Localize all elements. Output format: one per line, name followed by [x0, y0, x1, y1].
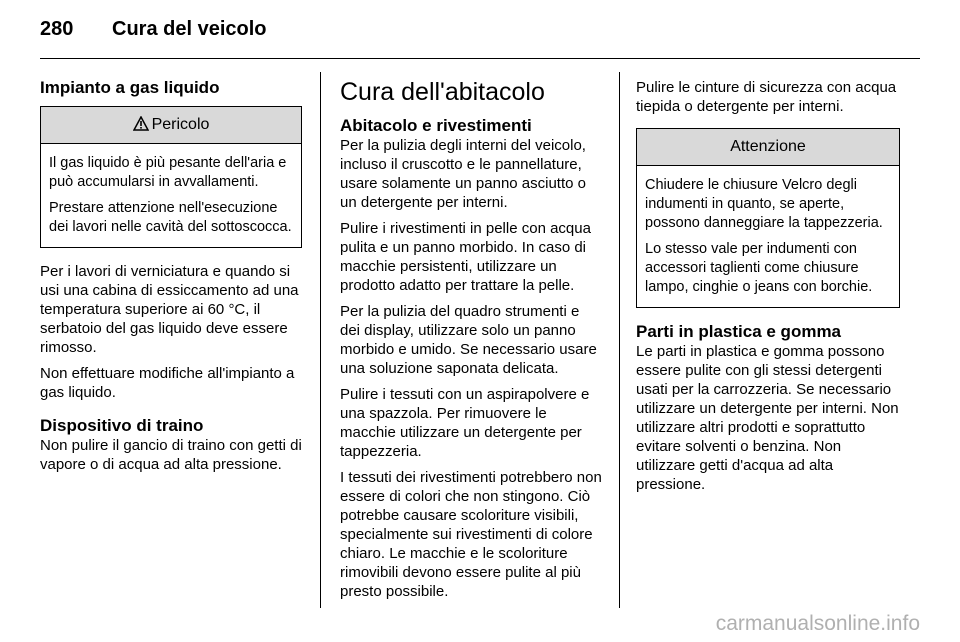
danger-box	[40, 106, 302, 248]
attention-text-2: Lo stesso vale per indumenti con accessori taglienti come chiusure lampo, cinghie o jeans con borchie.	[645, 241, 873, 295]
column-divider	[619, 72, 620, 608]
paragraph: Pulire i tessuti con un aspirapolvere e una spazzola. Per rimuovere le macchie utilizzare un detergente per tappezzeria.	[340, 386, 590, 460]
subsection-heading-interior: Abitacolo e rivestimenti	[340, 116, 532, 135]
paragraph: Per la pulizia del quadro strumenti e dei display, utilizzare solo un panno morbido e umido. Se necessario usare una soluzione saponata delicata.	[340, 303, 597, 377]
column-1	[40, 78, 302, 481]
warning-triangle-icon	[133, 109, 149, 145]
danger-text-1: Il gas liquido è più pesante dell'aria e può accumularsi in avvallamenti.	[49, 155, 287, 190]
column-divider	[320, 72, 321, 608]
subsection-heading-tow: Dispositivo di traino	[40, 416, 204, 435]
paragraph: I tessuti dei rivestimenti potrebbero non essere di colori che non stingono. Ciò potrebbe causare scoloriture visibili, specialmente sui rivestimenti di colore chiaro. Le macchie e le scoloriture rimovibili devono essere pulite al più presto possibile.	[340, 469, 602, 600]
watermark: carmanualsonline.info	[715, 612, 920, 635]
attention-box-title: Attenzione	[637, 129, 899, 166]
paragraph: Non pulire il gancio di traino con getti di vapore o di acqua ad alta pressione.	[40, 437, 302, 473]
attention-text-1: Chiudere le chiusure Velcro degli indumenti in quanto, se aperte, possono danneggiare la tappezzeria.	[645, 177, 883, 231]
paragraph: Pulire i rivestimenti in pelle con acqua pulita e un panno morbido. In caso di macchie persistenti, utilizzare un prodotto adatto per trattare la pelle.	[340, 220, 591, 294]
paragraph: Per i lavori di verniciatura e quando si usi una cabina di essiccamento ad una temperatura superiore ai 60 °C, il serbatoio del gas liquido deve essere rimosso.	[40, 263, 299, 356]
danger-text-2: Prestare attenzione nell'esecuzione dei lavori nelle cavità del sottoscocca.	[49, 200, 292, 235]
attention-box	[636, 128, 900, 308]
paragraph: Per la pulizia degli interni del veicolo, incluso il cruscotto e le pannellature, usare solamente un panno asciutto o un detergente per interni.	[340, 137, 586, 211]
column-3	[636, 78, 900, 501]
page-header	[40, 18, 267, 41]
section-heading-cabin: Cura dell'abitacolo	[340, 78, 545, 106]
header-rule	[40, 58, 920, 59]
page-number: 280	[40, 18, 74, 40]
danger-box-title	[41, 107, 301, 144]
paragraph: Le parti in plastica e gomma possono essere pulite con gli stessi detergenti usati per la carrozzeria. Se necessario utilizzare un detergente per interni. Non utilizzare altri prodotti e soprattutto evitare solventi o benzina. Non utilizzare getti d'acqua ad alta pressione.	[636, 343, 899, 493]
subsection-heading-plastic: Parti in plastica e gomma	[636, 322, 842, 341]
column-2	[340, 78, 602, 608]
paragraph: Pulire le cinture di sicurezza con acqua tiepida o detergente per interni.	[636, 79, 897, 115]
danger-title-text: Pericolo	[151, 116, 210, 133]
chapter-title: Cura del veicolo	[112, 18, 267, 40]
paragraph: Non effettuare modifiche all'impianto a gas liquido.	[40, 365, 295, 401]
section-heading-lpg: Impianto a gas liquido	[40, 78, 220, 97]
